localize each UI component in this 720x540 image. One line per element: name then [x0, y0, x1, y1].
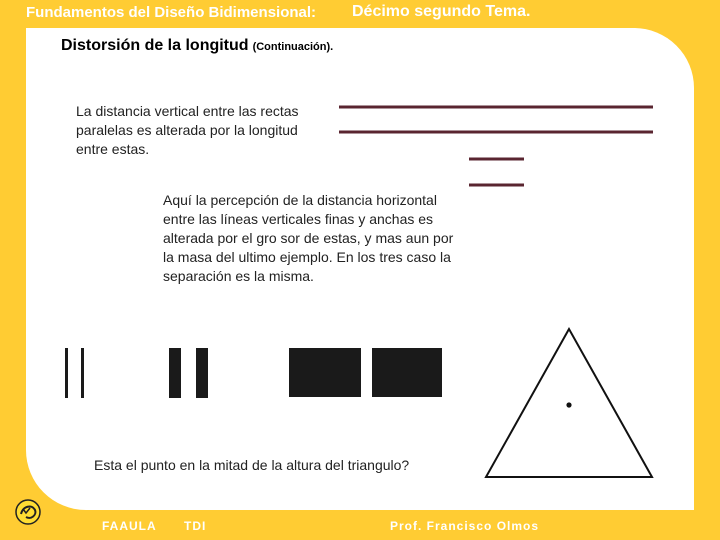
paragraph-vertical-distance: La distancia vertical entre las rectas paralelas es alterada por la longitud entre estas. [76, 103, 299, 157]
thick-vertical-lines [169, 348, 208, 398]
thin-line-left [65, 348, 68, 398]
parallel-lines-short [469, 159, 524, 185]
footer-faaula: FAAULA [102, 519, 157, 533]
header-tema: Décimo segundo Tema. [352, 3, 531, 20]
block-left [289, 348, 361, 397]
block-right [372, 348, 442, 397]
parallel-lines-long [339, 107, 653, 132]
thin-line-right [81, 348, 84, 398]
triangle-illusion [486, 329, 652, 477]
footer-professor: Prof. Francisco Olmos [390, 519, 540, 533]
header-title: Fundamentos del Diseño Bidimensional: [26, 4, 317, 21]
thick-line-left [169, 348, 181, 398]
solid-blocks [289, 348, 442, 397]
thick-line-right [196, 348, 208, 398]
subtitle-small: (Continuación). [252, 41, 334, 53]
thin-vertical-lines [65, 348, 84, 398]
paragraph-horizontal-distance: Aquí la percepción de la distancia horizontal entre las líneas verticales finas y anchas es alterada por el gro sor de estas, y mas aun por la masa del ultimo ejemplo. En los tres caso la separación es la misma. [163, 192, 454, 284]
subtitle-main: Distorsión de la longitud [61, 37, 249, 54]
triangle-dot [566, 402, 571, 407]
footer-tdi: TDI [184, 519, 207, 533]
logo-icon [14, 498, 42, 526]
question-text: Esta el punto en la mitad de la altura del triangulo? [94, 457, 410, 473]
